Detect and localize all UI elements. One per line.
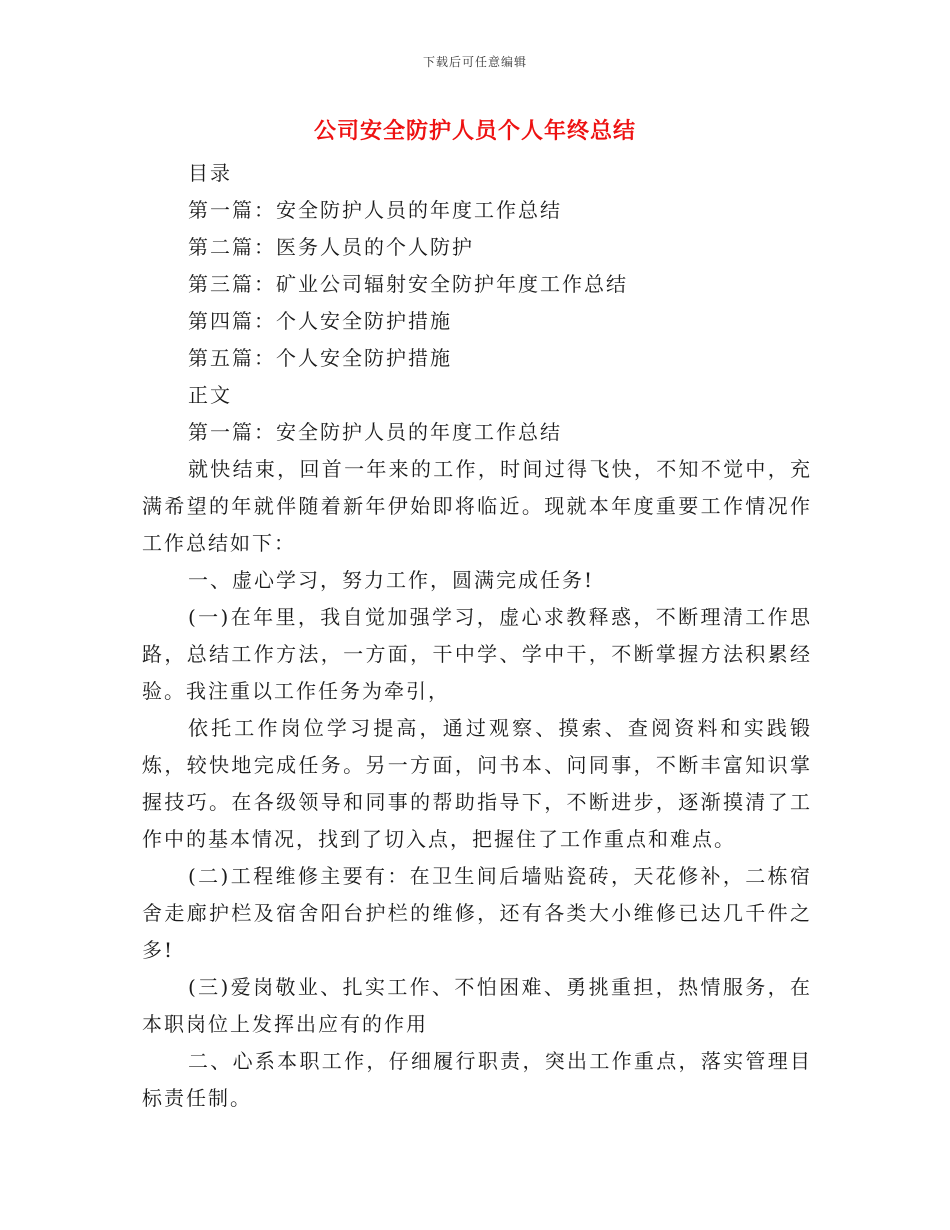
toc-heading: 目录 — [188, 161, 232, 185]
toc-item: 第一篇：安全防护人员的年度工作总结 — [188, 198, 562, 222]
toc-item: 第三篇：矿业公司辐射安全防护年度工作总结 — [188, 272, 628, 296]
paragraph: (三)爱岗敬业、扎实工作、不怕困难、勇挑重担，热情服务，在本职岗位上发挥出应有的作用 — [142, 975, 812, 1036]
paragraph: (二)工程维修主要有：在卫生间后墙贴瓷砖，天花修补，二栋宿舍走廊护栏及宿舍阳台护栏的维修，还有各类大小维修已达几千件之多! — [142, 864, 812, 962]
toc-item: 第四篇：个人安全防护措施 — [188, 309, 452, 333]
section-heading: 二、心系本职工作，仔细履行职责，突出工作重点，落实管理目标责任制。 — [142, 1049, 812, 1110]
toc-item: 第五篇：个人安全防护措施 — [188, 346, 452, 370]
paragraph: (一)在年里，我自觉加强学习，虚心求教释惑，不断理清工作思路，总结工作方法，一方面，干中学、学中干，不断掌握方法积累经验。我注重以工作任务为牵引， — [142, 605, 812, 703]
chapter-title: 第一篇：安全防护人员的年度工作总结 — [188, 420, 562, 444]
body-heading: 正文 — [188, 383, 232, 407]
document-title: 公司安全防护人员个人年终总结 — [313, 119, 636, 144]
paragraph: 就快结束，回首一年来的工作，时间过得飞快，不知不觉中，充满希望的年就伴随着新年伊始即将临近。现就本年度重要工作情况作工作总结如下： — [142, 457, 812, 555]
paragraph: 依托工作岗位学习提高，通过观察、摸索、查阅资料和实践锻炼，较快地完成任务。另一方面，问书本、问同事，不断丰富知识掌握技巧。在各级领导和同事的帮助指导下，不断进步，逐渐摸清了工作中的基本情况，找到了切入点，把握住了工作重点和难点。 — [142, 716, 812, 851]
toc-item: 第二篇：医务人员的个人防护 — [188, 235, 474, 259]
page-header-note: 下载后可任意编辑 — [422, 55, 527, 69]
document-body — [142, 155, 812, 1117]
section-heading: 一、虚心学习，努力工作，圆满完成任务! — [188, 568, 595, 592]
